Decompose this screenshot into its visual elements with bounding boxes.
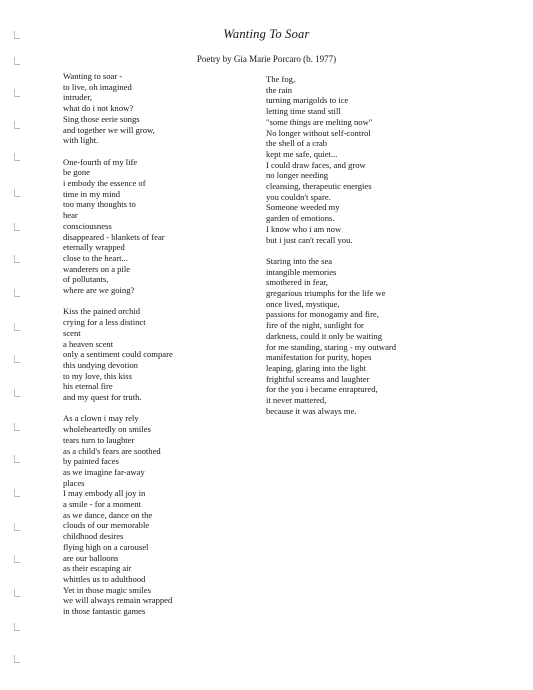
poem-line: The fog,: [266, 74, 296, 84]
poem-line: Sing those eerie songs: [63, 113, 140, 124]
poem-line: manifestation for purity, hopes: [266, 352, 372, 363]
poem-line: we will always remain wrapped: [63, 595, 173, 606]
poem-line: I may embody all joy in: [63, 488, 146, 499]
poem-line: you couldn't spare.: [266, 191, 331, 202]
poem-line: for me standing, staring - my outward: [266, 341, 397, 352]
poem-line: passions for monogamy and fire,: [266, 309, 379, 320]
poem-line: gregarious triumphs for the life we: [266, 288, 386, 299]
binding-mark: [14, 230, 20, 231]
poem-line: as a child's fears are soothed: [63, 445, 161, 456]
poem-line: to my love, this kiss: [63, 370, 132, 381]
binding-mark: [14, 530, 20, 531]
poem-line: disappeared - blankets of fear: [63, 231, 165, 242]
binding-mark: [14, 64, 20, 65]
poem-line: wanderers on a pile: [63, 263, 131, 274]
poem-line: and together we will grow,: [63, 124, 155, 135]
poem-line: as we imagine far-away: [63, 466, 145, 477]
binding-mark: [14, 496, 20, 497]
poem-line: with light.: [63, 135, 99, 146]
binding-mark: [14, 96, 20, 97]
poem-line: because it was always me.: [266, 405, 357, 416]
poem-line: whittles us to adulthood: [63, 574, 146, 584]
poem-line: childhood desires: [63, 531, 124, 542]
stanza: [63, 71, 173, 146]
poem-line: and my quest for truth.: [63, 392, 142, 403]
poem-line: frightful screams and laughter: [266, 373, 370, 384]
poem-line: leaping, glaring into the light: [266, 362, 367, 373]
binding-mark: [14, 596, 20, 597]
poem-line: only a sentiment could compare: [63, 349, 173, 360]
poem-line: I know who i am now: [266, 223, 342, 234]
poem-line: eternally wrapped: [63, 242, 125, 253]
poem-line: the shell of a crab: [266, 138, 328, 149]
stanza: [266, 74, 396, 245]
poem-line: Wanting to soar -: [63, 71, 123, 81]
poem-line: this undying devotion: [63, 359, 138, 370]
poem-column-left: [63, 71, 173, 628]
poem-line: fire of the night, sunlight for: [266, 320, 364, 331]
binding-mark: [14, 196, 20, 197]
poem-line: in those fantastic games: [63, 606, 146, 617]
binding-mark: [14, 296, 20, 297]
poem-line: As a clown i may rely: [63, 413, 139, 424]
poem-line: smothered in fear,: [266, 277, 328, 288]
binding-mark: [14, 462, 20, 463]
poem-line: as we dance, dance on the: [63, 509, 153, 520]
poem-line: places: [63, 477, 85, 488]
poem-line: i embody the essence of: [63, 178, 146, 189]
poem-line: of pollutants,: [63, 274, 109, 285]
poem-line: a smile - for a moment: [63, 499, 142, 510]
poem-line: Yet in those magic smiles: [63, 584, 151, 595]
poem-line: be gone: [63, 167, 90, 178]
poem-line: One-fourth of my life: [63, 156, 138, 167]
poem-line: "some things are melting now": [266, 116, 373, 127]
poem-line: intruder,: [63, 92, 93, 103]
binding-mark: [14, 662, 20, 663]
poem-line: a heaven scent: [63, 338, 114, 349]
poem-line: cleansing, therapeutic energies: [266, 181, 372, 192]
poem-line: to live, oh imagined: [63, 81, 132, 92]
poem-line: too many thoughts to: [63, 199, 136, 210]
poem-line: hear: [63, 210, 78, 221]
poem-line: once lived, mystique,: [266, 298, 340, 309]
poem-line: close to the heart...: [63, 252, 128, 263]
poem-line: clouds of our memorable: [63, 520, 150, 531]
poem-line: no longer needing: [266, 170, 329, 181]
stanza: [63, 306, 173, 402]
poem-line: garden of emotions.: [266, 213, 335, 224]
poem-line: No longer without self-control: [266, 127, 371, 138]
poem-line: wholeheartedly on smiles: [63, 424, 151, 435]
poem-line: what do i not know?: [63, 103, 134, 114]
poem-line: crying for a less distinct: [63, 317, 146, 328]
poem-line: intangible memories: [266, 266, 337, 277]
stanza: [63, 157, 173, 296]
poem-line: consciousness: [63, 220, 112, 231]
poem-byline: Poetry by Gia Marie Porcaro (b. 1977): [196, 54, 337, 64]
poem-line: scent: [63, 327, 81, 338]
poem-line: as their escaping air: [63, 563, 132, 574]
binding-margin: [6, 0, 20, 690]
binding-mark: [14, 562, 20, 563]
poem-line: tears turn to laughter: [63, 434, 135, 445]
binding-mark: [14, 430, 20, 431]
binding-mark: [14, 160, 20, 161]
poem-line: for the you i became enraptured,: [266, 384, 378, 395]
binding-mark: [14, 262, 20, 263]
poem-line: time in my mind: [63, 188, 121, 199]
poem-line: it never mattered,: [266, 395, 327, 406]
poem-line: kept me safe, quiet...: [266, 148, 338, 159]
poem-line: but i just can't recall you.: [266, 234, 353, 245]
binding-mark: [14, 630, 20, 631]
binding-mark: [14, 362, 20, 363]
binding-mark: [14, 396, 20, 397]
poem-line: his eternal fire: [63, 381, 113, 392]
poem-line: letting time stand still: [266, 106, 341, 117]
poem-line: the rain: [266, 84, 293, 95]
poem-title: Wanting To Soar: [223, 27, 310, 41]
poem-line: Staring into the sea: [266, 255, 333, 266]
poem-line: Someone weeded my: [266, 202, 340, 213]
binding-mark: [14, 128, 20, 129]
poem-line: are our balloons: [63, 552, 119, 563]
poem-line: I could draw faces, and grow: [266, 159, 366, 170]
poem-line: by painted faces: [63, 456, 119, 467]
stanza: [63, 413, 173, 616]
binding-mark: [14, 330, 20, 331]
poem-line: turning marigolds to ice: [266, 95, 349, 106]
poem-line: flying high on a carousel: [63, 541, 149, 552]
poem-line: where are we going?: [63, 285, 135, 296]
poem-line: Kiss the pained orchid: [63, 306, 141, 317]
stanza: [266, 256, 396, 417]
poem-line: darkness, could it only be waiting: [266, 330, 382, 341]
poem-column-right: [266, 74, 396, 427]
